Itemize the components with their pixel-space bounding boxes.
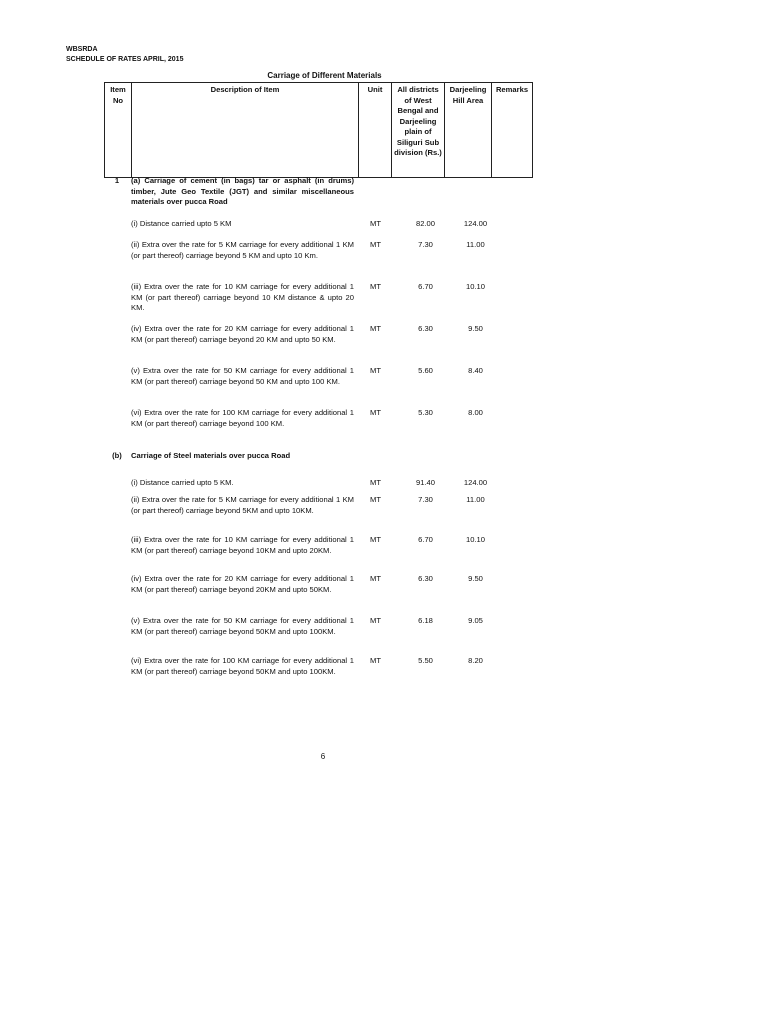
unit-cell: MT [370,495,381,504]
rate-cell: 124.00 [463,219,488,228]
rate-cell: 9.50 [468,574,483,583]
item-number: 1 [114,176,120,185]
list-item: (ii) Extra over the rate for 5 KM carriage for every additional 1 KM (or part thereof) carriage beyond 5 KM and upto 10 Km. [131,240,354,260]
rate-cell: 8.00 [468,408,483,417]
rate-cell: 11.00 [466,495,485,504]
list-item: (v) Extra over the rate for 50 KM carriage for every additional 1 KM (or part thereof) carriage beyond 50 KM and upto 100 KM. [131,366,354,386]
rate-cell: 8.40 [468,366,483,375]
table-header [104,82,533,178]
unit-cell: MT [370,324,381,333]
list-item: (ii) Extra over the rate for 5 KM carriage for every additional 1 KM (or part thereof) carriage beyond 5KM and upto 10KM. [131,495,354,515]
org-name: WBSRDA [66,46,98,53]
unit-cell: MT [370,535,381,544]
rate-cell: 5.50 [418,656,433,665]
col-description: Description of Item [132,83,359,178]
page-number: 6 [320,752,326,761]
col-rate-all-districts: All districts of West Bengal and Darjeeling plain of Siliguri Sub division (Rs.) [392,83,445,178]
unit-cell: MT [370,616,381,625]
rate-cell: 6.18 [418,616,433,625]
rate-cell: 9.50 [468,324,483,333]
unit-cell: MT [370,408,381,417]
list-item: (iv) Extra over the rate for 20 KM carriage for every additional 1 KM (or part thereof) carriage beyond 20KM and upto 50KM. [131,574,354,594]
list-item: (v) Extra over the rate for 50 KM carriage for every additional 1 KM (or part thereof) carriage beyond 50KM and upto 100KM. [131,616,354,636]
unit-cell: MT [370,240,381,249]
schedule-title: SCHEDULE OF RATES APRIL, 2015 [66,56,184,63]
rate-cell: 7.30 [418,240,433,249]
list-item: (iv) Extra over the rate for 20 KM carriage for every additional 1 KM (or part thereof) carriage beyond 20 KM and upto 50 KM. [131,324,354,344]
rate-cell: 9.05 [468,616,483,625]
unit-cell: MT [370,219,381,228]
rate-cell: 6.70 [418,535,433,544]
col-remarks: Remarks [492,83,533,178]
list-item: (i) Distance carried upto 5 KM [131,219,232,228]
unit-cell: MT [370,366,381,375]
unit-cell: MT [370,282,381,291]
list-item: (vi) Extra over the rate for 100 KM carriage for every additional 1 KM (or part thereof) carriage beyond 100 KM. [131,408,354,428]
rate-cell: 5.60 [418,366,433,375]
rate-cell: 7.30 [418,495,433,504]
section-b-label: (b) [112,451,122,460]
rate-cell: 124.00 [463,478,488,487]
section-a-heading: (a) Carriage of cement (in bags) tar or asphalt (in drums) timber, Jute Geo Textile (JGT) and similar miscellaneous materials over pucca Road [131,176,354,206]
list-item: (vi) Extra over the rate for 100 KM carriage for every additional 1 KM (or part thereof) carriage beyond 50KM and upto 100KM. [131,656,354,676]
unit-cell: MT [370,478,381,487]
rate-cell: 11.00 [466,240,485,249]
rate-cell: 5.30 [418,408,433,417]
rate-cell: 10.10 [465,282,485,291]
rate-cell: 82.00 [415,219,435,228]
rate-cell: 8.20 [468,656,483,665]
list-item: (iii) Extra over the rate for 10 KM carriage for every additional 1 KM (or part thereof) carriage beyond 10KM and upto 20KM. [131,535,354,555]
section-b-heading: Carriage of Steel materials over pucca Road [131,451,291,460]
rate-cell: 10.10 [465,535,485,544]
col-item-no: Item No [105,83,132,178]
rate-cell: 6.30 [418,324,433,333]
rate-cell: 6.70 [418,282,433,291]
page-title: Carriage of Different Materials [267,71,382,80]
unit-cell: MT [370,656,381,665]
list-item: (i) Distance carried upto 5 KM. [131,478,234,487]
list-item: (iii) Extra over the rate for 10 KM carriage for every additional 1 KM (or part thereof) carriage beyond 10 KM distance & upto 20 KM. [131,282,354,312]
unit-cell: MT [370,574,381,583]
col-unit: Unit [359,83,392,178]
col-rate-darjeeling: Darjeeling Hill Area [445,83,492,178]
rate-cell: 91.40 [415,478,435,487]
rate-cell: 6.30 [418,574,433,583]
